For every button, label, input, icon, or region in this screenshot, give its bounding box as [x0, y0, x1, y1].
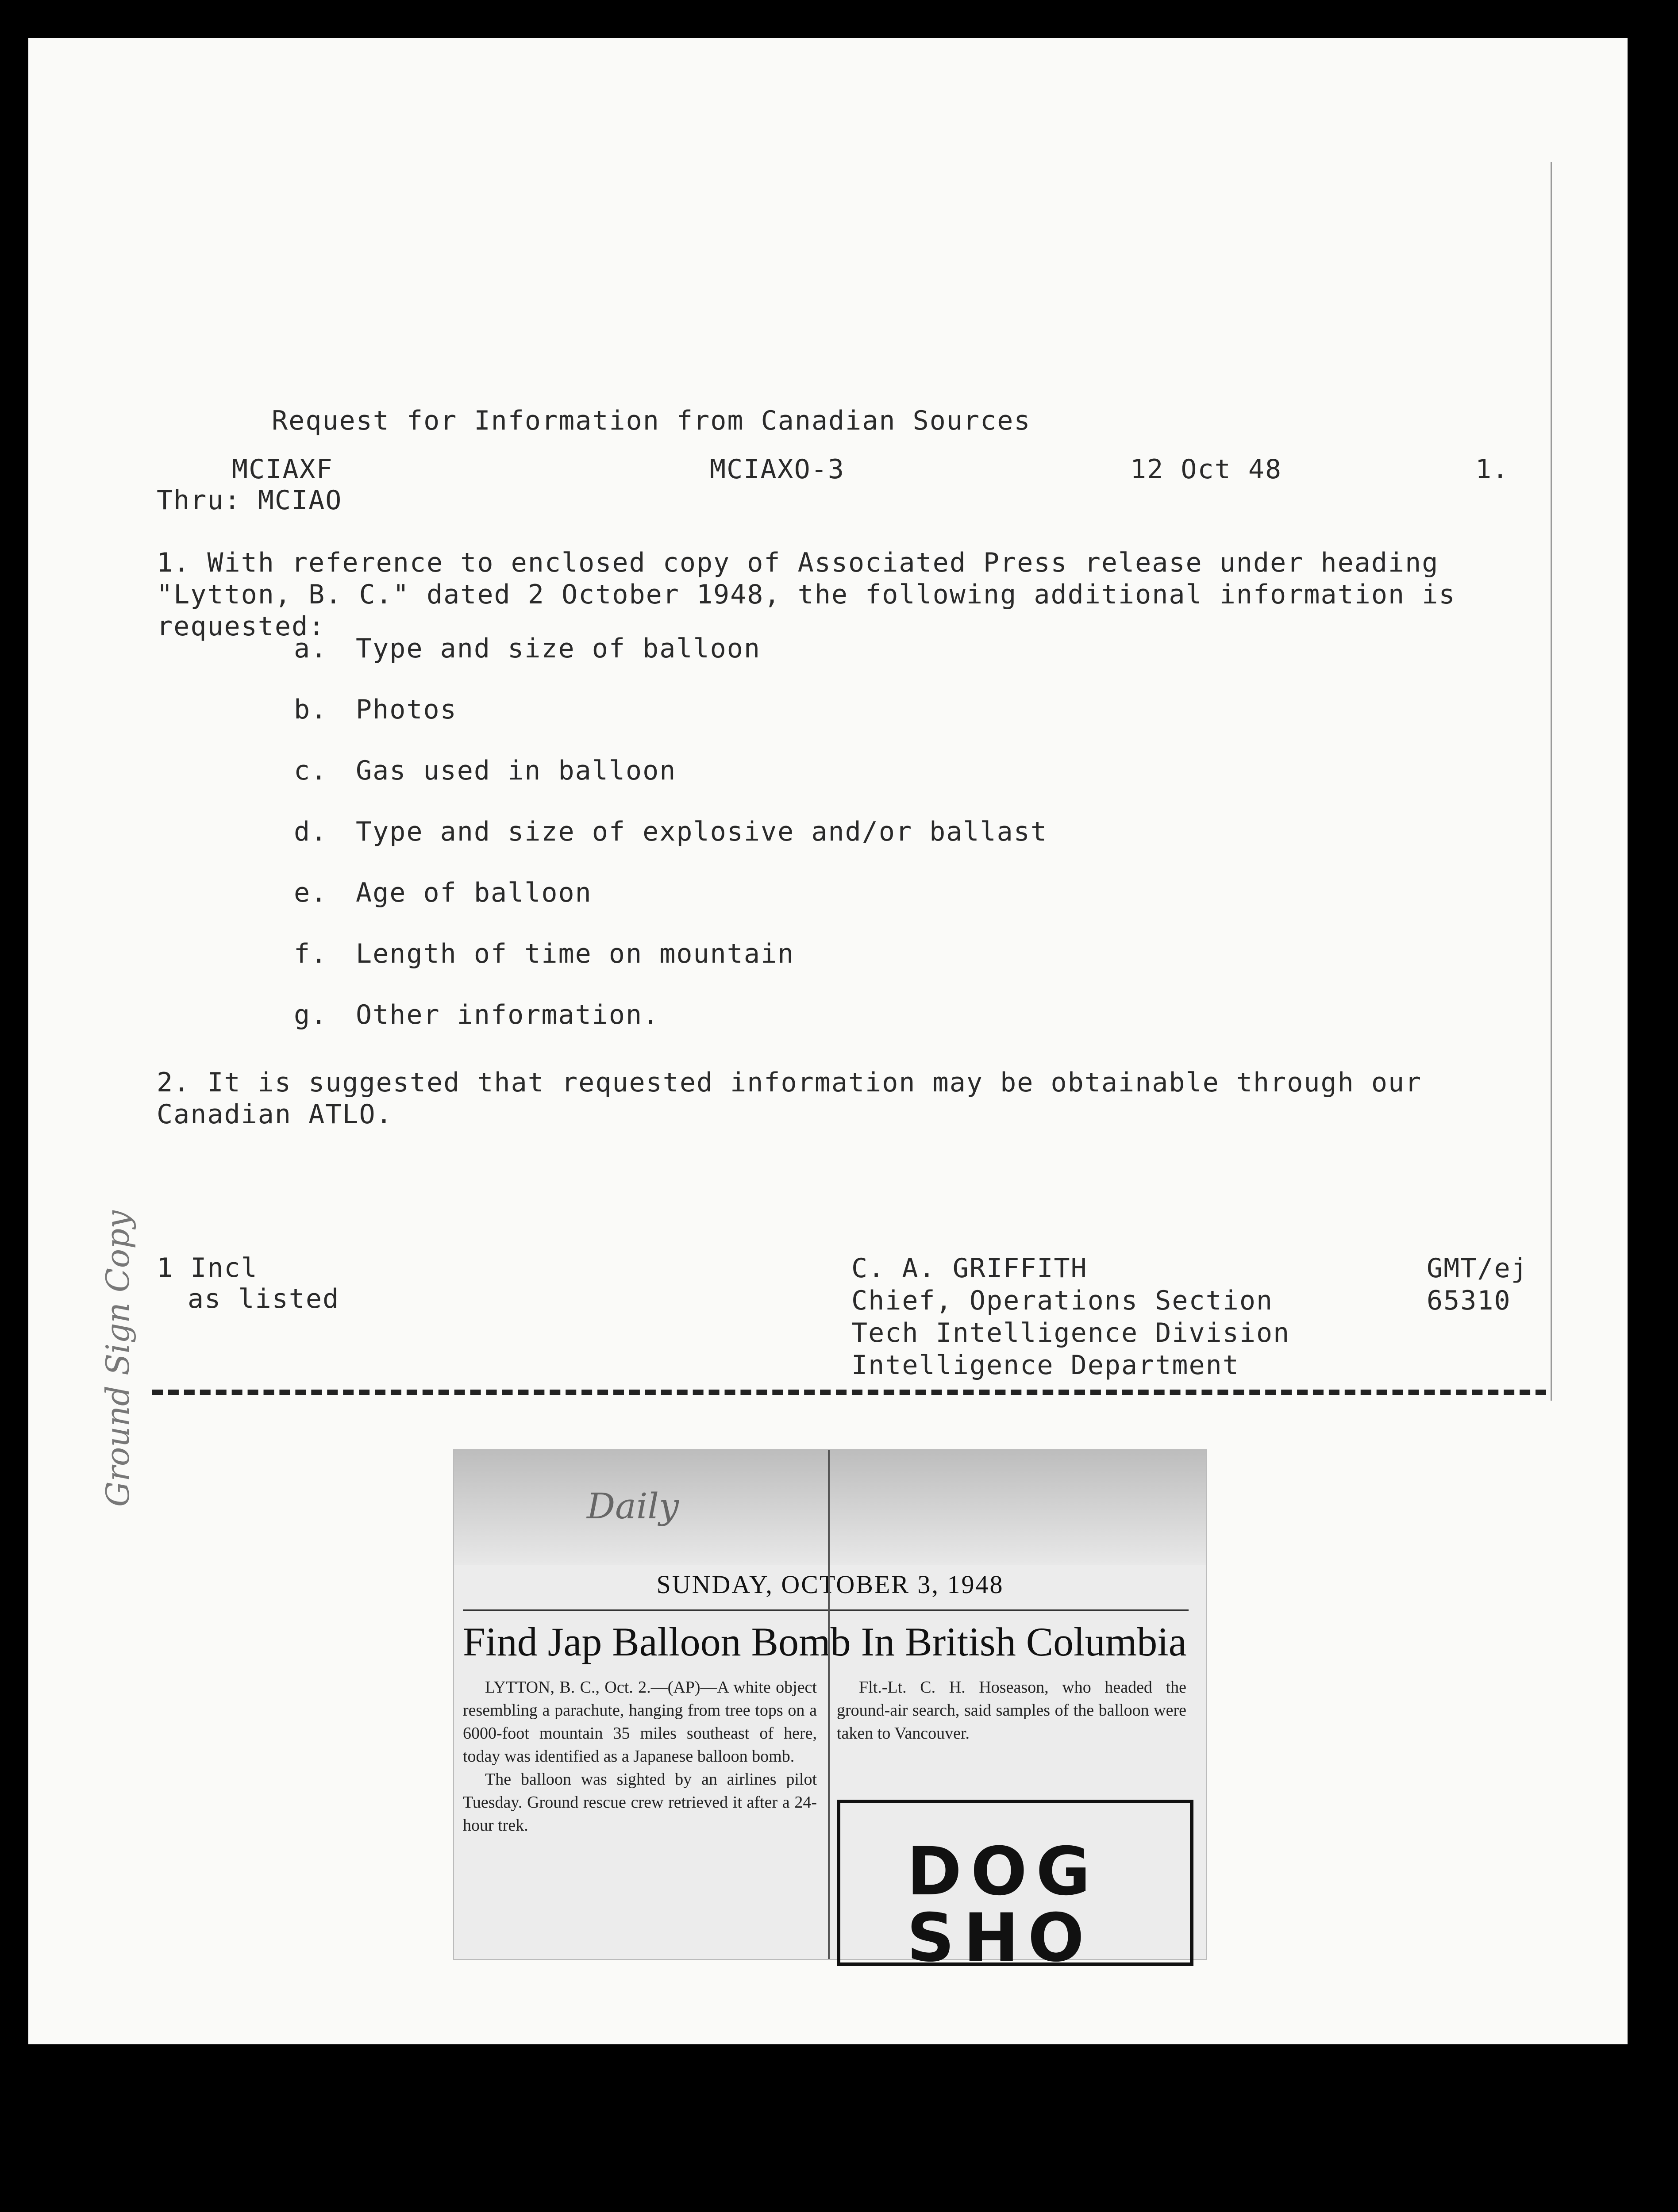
clipping-smudge [454, 1450, 1206, 1565]
item-letter: e. [294, 877, 328, 908]
item-text: Gas used in balloon [356, 755, 677, 786]
memo-from: MCIAXF [232, 454, 333, 485]
page-fold-line [1551, 162, 1552, 1401]
clipping-rule [463, 1609, 1189, 1611]
handwritten-margin-note: Ground Sign Copy [99, 1210, 136, 1507]
reference-block [1427, 1252, 1528, 1317]
dashed-divider [152, 1390, 1546, 1395]
request-item [294, 877, 1047, 938]
clipping-headline: Find Jap Balloon Bomb In British Columbia [463, 1619, 1187, 1664]
item-letter: c. [294, 755, 328, 786]
article-paragraph: LYTTON, B. C., Oct. 2.—(AP)—A white object resembling a parachute, hanging from tree tops on a 6000-foot mountain 35 miles southeast of here, today was identified as a Japanese balloon bomb. [463, 1678, 817, 1766]
item-letter: a. [294, 633, 328, 664]
clipping-handwriting: Daily [587, 1486, 679, 1527]
request-item [294, 938, 1047, 999]
signer-division: Tech Intelligence Division [851, 1317, 1290, 1348]
item-text: Type and size of balloon [356, 633, 761, 664]
item-letter: g. [294, 999, 328, 1030]
article-paragraph: The balloon was sighted by an airlines pilot Tuesday. Ground rescue crew retrieved it after a 24-hour trek. [463, 1770, 817, 1835]
clipping-dateline: SUNDAY, OCTOBER 3, 1948 [656, 1570, 1004, 1599]
item-letter: b. [294, 694, 328, 725]
clipping-column-1 [463, 1676, 817, 1837]
advertisement-text: DOG SHO [907, 1833, 1100, 1966]
request-item [294, 999, 1047, 1060]
item-letter: d. [294, 816, 328, 847]
reference-initials: GMT/ej [1427, 1253, 1528, 1284]
request-items-list [294, 633, 1047, 1060]
clipping-column-2: Flt.-Lt. C. H. Hoseason, who headed the ground-air search, said samples of the balloon were taken to Vancouver. [837, 1678, 1186, 1743]
request-item [294, 816, 1047, 877]
memo-thru: Thru: MCIAO [157, 485, 343, 516]
memo-paragraph-1: 1. With reference to enclosed copy of Associated Press release under heading "Lytton, B. C." dated 2 October 1948, the following additional information is requested: [157, 547, 1456, 642]
request-item [294, 694, 1047, 755]
request-item [294, 755, 1047, 816]
signer-title: Chief, Operations Section [851, 1285, 1274, 1316]
signature-block [851, 1252, 1290, 1382]
signer-name: C. A. GRIFFITH [851, 1253, 1088, 1284]
reference-number: 65310 [1427, 1285, 1511, 1316]
document-page [28, 38, 1628, 2044]
memo-subject: Request for Information from Canadian Sources [272, 405, 1031, 436]
signer-department: Intelligence Department [851, 1350, 1239, 1381]
item-letter: f. [294, 938, 328, 969]
enclosure-note: as listed [188, 1283, 340, 1314]
item-text: Age of balloon [356, 877, 592, 908]
memo-paragraph-2: 2. It is suggested that requested information may be obtainable through our Canadian ATLO. [157, 1067, 1422, 1130]
item-text: Type and size of explosive and/or ballast [356, 816, 1048, 847]
item-text: Photos [356, 694, 457, 725]
memo-to: MCIAXO-3 [710, 454, 845, 485]
newspaper-clipping [453, 1449, 1207, 1966]
item-text: Length of time on mountain [356, 938, 795, 969]
enclosure-count: 1 Incl [157, 1252, 258, 1283]
item-text: Other information. [356, 999, 660, 1030]
memo-date: 12 Oct 48 [1130, 454, 1282, 485]
memo-page-number: 1. [1475, 454, 1509, 485]
request-item [294, 633, 1047, 694]
advertisement-box [837, 1800, 1193, 1966]
column-divider [828, 1450, 830, 1959]
